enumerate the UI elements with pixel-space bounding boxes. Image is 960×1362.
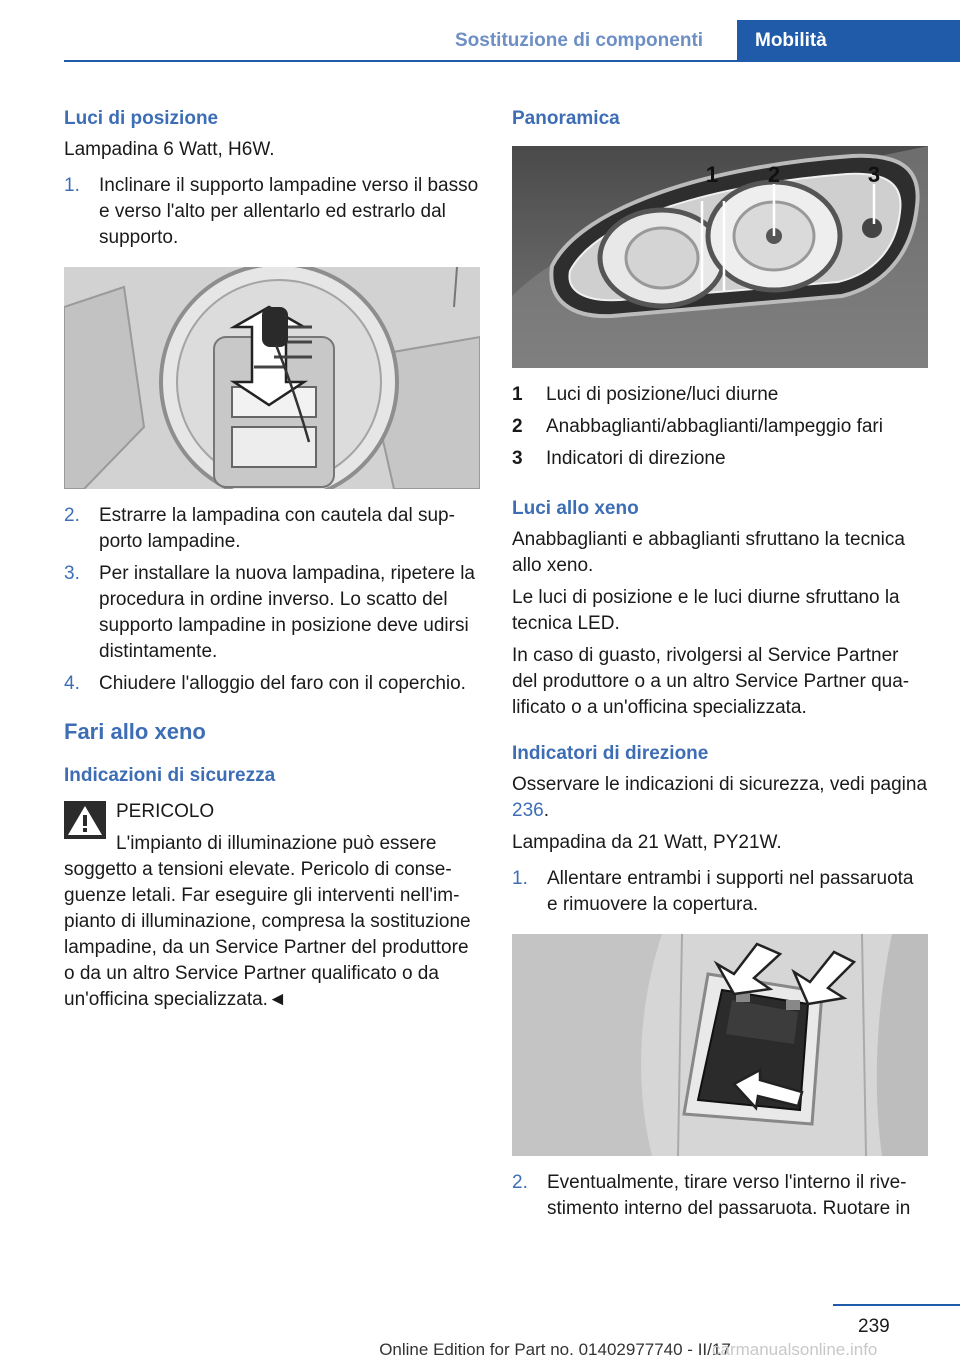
callout-label: 1: [705, 162, 719, 187]
step-number: 2.: [64, 505, 80, 526]
bulb-holder-illustration: [64, 267, 480, 489]
page-number: 239: [858, 1316, 890, 1337]
left-column: [64, 104, 480, 1013]
step-item: [512, 866, 928, 918]
step-number: 4.: [64, 673, 80, 694]
step-text: Allentare entrambi i supporti nel passaruota e rimuovere la copertura.: [547, 868, 914, 915]
paragraph: Le luci di posizione e le luci diurne sfruttano la tecnica LED.: [512, 587, 900, 634]
callout-label: 3: [867, 162, 881, 187]
step-text: Eventualmente, tirare verso l'interno il rivestimento interno del passaruota. Ruotare in: [547, 1172, 911, 1219]
chapter-tab: Mobilità: [737, 20, 960, 62]
step-number: 3.: [64, 563, 80, 584]
legend-text: Indicatori di direzione: [546, 448, 726, 469]
safety-reference-text: Osservare le indicazioni di sicurezza, vedi pagina: [512, 774, 928, 795]
safety-reference: [512, 772, 928, 824]
heading-turn-signals: Indicatori di direzione: [512, 743, 709, 764]
heading-safety: Indicazioni di sicurezza: [64, 765, 276, 786]
step-number: 1.: [512, 868, 528, 889]
wheel-arch-cover-illustration: [512, 934, 928, 1156]
legend-item: [512, 414, 928, 440]
heading-position-lights: Luci di posizione: [64, 108, 219, 129]
legend-item: [512, 446, 928, 472]
step-item: [64, 173, 480, 251]
step-number: 1.: [64, 175, 80, 196]
header-rule: [64, 60, 960, 62]
safety-reference-end: .: [543, 800, 549, 821]
bulb-spec-position: Lampadina 6 Watt, H6W.: [64, 139, 275, 160]
legend-text: Anabbaglianti/abbaglianti/lampeggio fari: [546, 416, 883, 437]
headlight-overview-illustration: [512, 146, 928, 368]
heading-xenon-lights: Luci allo xeno: [512, 498, 639, 519]
danger-notice: [64, 799, 480, 1013]
step-number: 2.: [512, 1172, 528, 1193]
right-column: [512, 104, 928, 1222]
edition-note: Online Edition for Part no. 01402977740 - II/17: [379, 1340, 731, 1359]
danger-title: PERICOLO: [116, 801, 215, 822]
heading-xenon-headlights: Fari allo xeno: [64, 719, 206, 744]
legend-number: 3: [512, 448, 523, 469]
step-item: [512, 1170, 928, 1222]
legend-number: 1: [512, 384, 523, 405]
step-text: Inclinare il supporto lampadine verso il basso e verso l'alto per allentarlo ed estrarlo dal supporto.: [99, 175, 479, 248]
callout-label: 2: [767, 162, 781, 187]
step-text: Estrarre la lampadina con cautela dal supporto lampadine.: [99, 505, 455, 552]
step-text: Chiudere l'alloggio del faro con il coperchio.: [99, 673, 466, 694]
heading-overview: Panoramica: [512, 108, 620, 129]
watermark: carmanualsonline.info: [712, 1340, 878, 1359]
legend-item: [512, 382, 928, 408]
step-item: [64, 503, 480, 555]
legend-text: Luci di posizione/luci diurne: [546, 384, 779, 405]
paragraph: In caso di guasto, rivolgersi al Service Partner del produttore o a un altro Service Partner qualificato o a un'officina specializzata.: [512, 645, 910, 718]
running-header-section: Sostituzione di componenti: [455, 30, 704, 51]
step-item: [64, 671, 480, 697]
warning-triangle-icon: [64, 801, 106, 839]
bulb-spec-turn: Lampadina da 21 Watt, PY21W.: [512, 832, 782, 853]
step-item: [64, 561, 480, 665]
page-link[interactable]: 236: [512, 800, 544, 821]
step-text: Per installare la nuova lampadina, ripetere la procedura in ordine inverso. Lo scatto del supporto lampadine in posizione deve udirsi distintamente.: [99, 563, 475, 662]
footer-rule: [833, 1304, 960, 1306]
legend-number: 2: [512, 416, 523, 437]
paragraph: Anabbaglianti e abbaglianti sfruttano la tecnica allo xeno.: [512, 529, 905, 576]
danger-text: L'impianto di illuminazione può essere soggetto a tensioni elevate. Pericolo di conseguenze letali. Far eseguire gli interventi nell'impianto di illuminazione, compresa la sostituzione lampadine, da un Service Partner del produttore o da un altro Service Partner qualificato o da un'officina specializzata.◄: [64, 833, 471, 1010]
